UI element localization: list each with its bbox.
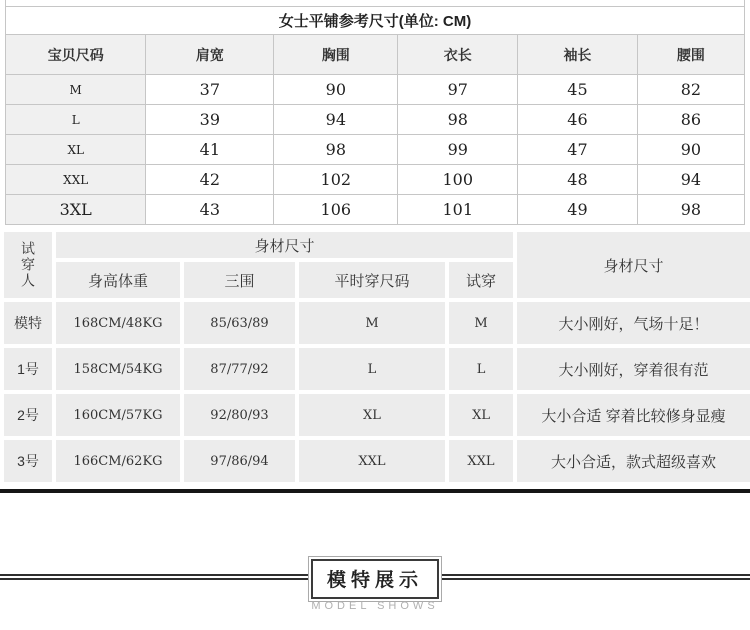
size-row [6,165,745,195]
size-label: M [6,75,146,105]
size-value: 94 [274,105,398,135]
fit-tried-size: L [449,348,513,390]
fit-usual-size: L [299,348,445,390]
size-reference-table [5,6,745,225]
size-value: 98 [637,195,744,225]
size-value: 98 [398,105,518,135]
size-row [6,195,745,225]
size-value: 37 [146,75,274,105]
fit-person-label: 3号 [4,440,52,482]
fit-usual-size: M [299,302,445,344]
fit-right-header: 身材尺寸 [517,232,750,298]
size-value: 82 [637,75,744,105]
fit-measurements: 85/63/89 [184,302,295,344]
fit-corner-label: 试穿人 [4,232,52,298]
size-column-header: 胸围 [274,35,398,75]
fit-row [4,348,750,390]
banner-line-left [0,574,314,580]
size-column-header: 衣长 [398,35,518,75]
fit-tried-size: M [449,302,513,344]
size-value: 90 [274,75,398,105]
fit-sub-column-header: 平时穿尺码 [299,262,445,298]
fit-height-weight: 166CM/62KG [56,440,180,482]
size-value: 43 [146,195,274,225]
size-column-header: 肩宽 [146,35,274,75]
fit-sub-column-header: 身高体重 [56,262,180,298]
section-subtitle: MODEL SHOWS [311,600,439,612]
fit-height-weight: 160CM/57KG [56,394,180,436]
size-table-header-row [6,35,745,75]
size-label: XXL [6,165,146,195]
size-value: 98 [274,135,398,165]
banner-line-right [436,574,750,580]
fit-measurements: 97/86/94 [184,440,295,482]
fit-person-label: 1号 [4,348,52,390]
fit-comment: 大小合适，款式超级喜欢 [517,440,750,482]
fit-comment: 大小刚好，气场十足！ [517,302,750,344]
size-table-title: 女士平铺参考尺寸(单位: CM) [6,7,745,35]
size-row [6,135,745,165]
size-label: 3XL [6,195,146,225]
size-value: 94 [637,165,744,195]
fit-usual-size: XL [299,394,445,436]
black-divider [0,489,750,493]
size-value: 45 [518,75,638,105]
fit-row [4,394,750,436]
size-value: 41 [146,135,274,165]
fit-height-weight: 158CM/54KG [56,348,180,390]
fit-height-weight: 168CM/48KG [56,302,180,344]
banner-box [308,556,442,602]
fit-tried-size: XL [449,394,513,436]
size-value: 48 [518,165,638,195]
size-value: 46 [518,105,638,135]
fit-group-header: 身材尺寸 [56,232,513,258]
fit-comment: 大小刚好，穿着很有范 [517,348,750,390]
size-value: 100 [398,165,518,195]
size-label: L [6,105,146,135]
fitting-report-table [0,228,750,486]
size-value: 97 [398,75,518,105]
size-column-header: 袖长 [518,35,638,75]
fit-sub-column-header: 试穿 [449,262,513,298]
fit-measurements: 92/80/93 [184,394,295,436]
size-value: 49 [518,195,638,225]
fit-person-label: 2号 [4,394,52,436]
size-label: XL [6,135,146,165]
fit-row [4,302,750,344]
size-table-title-row [6,7,745,35]
fit-usual-size: XXL [299,440,445,482]
fit-measurements: 87/77/92 [184,348,295,390]
size-row [6,105,745,135]
size-value: 39 [146,105,274,135]
size-row [6,75,745,105]
fit-tried-size: XXL [449,440,513,482]
size-value: 106 [274,195,398,225]
fit-comment: 大小合适 穿着比较修身显瘦 [517,394,750,436]
size-value: 90 [637,135,744,165]
fit-row [4,440,750,482]
fit-table-header-row-1 [4,232,750,258]
size-value: 102 [274,165,398,195]
size-value: 42 [146,165,274,195]
fit-sub-column-header: 三围 [184,262,295,298]
size-value: 86 [637,105,744,135]
size-value: 101 [398,195,518,225]
size-column-header: 腰围 [637,35,744,75]
size-value: 47 [518,135,638,165]
size-column-header: 宝贝尺码 [6,35,146,75]
section-title: 模特展示 [311,559,439,599]
size-value: 99 [398,135,518,165]
fit-person-label: 模特 [4,302,52,344]
